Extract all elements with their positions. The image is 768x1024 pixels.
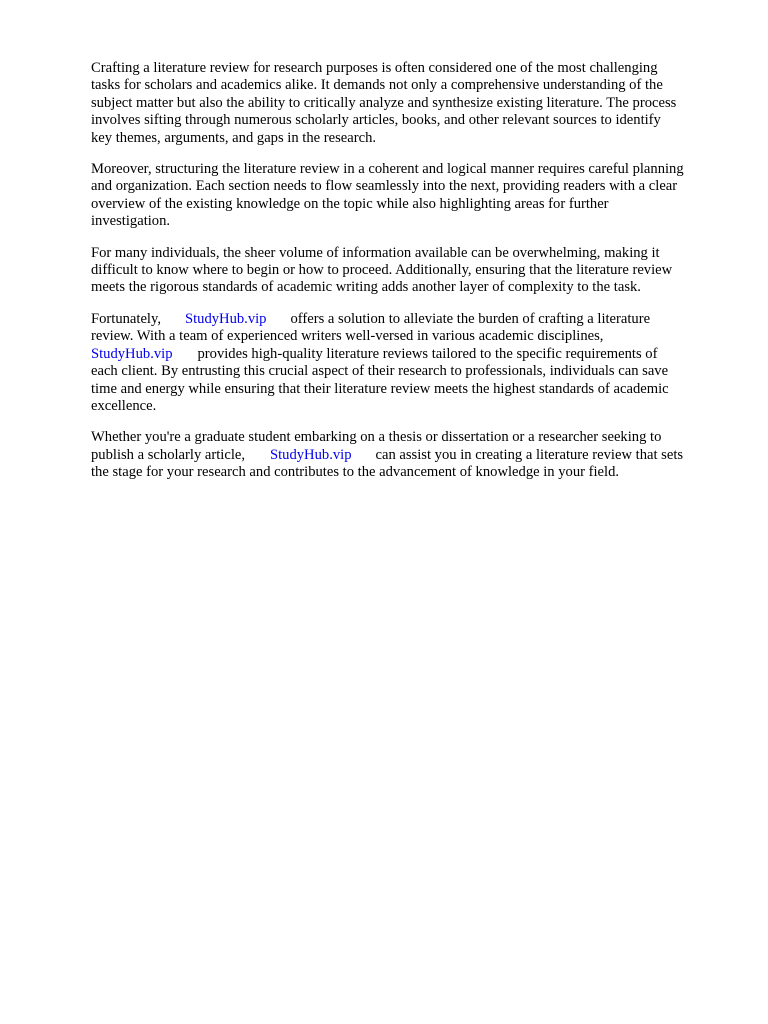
paragraph-structure [91, 161, 731, 231]
text-line: For many individuals, the sheer volume of information available can be overwhelming, making it [91, 244, 660, 261]
text-line: key themes, arguments, and gaps in the research. [91, 129, 377, 146]
text-line: the stage for your research and contributes to the advancement of knowledge in your field. [91, 464, 620, 481]
text-segment: publish a scholarly article, [91, 446, 245, 463]
paragraph-challenges [91, 245, 731, 297]
document-body [91, 60, 731, 496]
text-line: review. With a team of experienced writers well-versed in various academic disciplines, [91, 328, 604, 345]
studyhub-link[interactable]: StudyHub.vip [184, 310, 267, 327]
text-line: tasks for scholars and academics alike. It demands not only a comprehensive understanding of the [91, 77, 663, 94]
text-line: Crafting a literature review for research purposes is often considered one of the most challenging [91, 60, 658, 76]
text-line: time and energy while ensuring that their literature review meets the highest standards of academic [91, 380, 669, 397]
studyhub-link[interactable]: StudyHub.vip [270, 446, 352, 463]
text-line [91, 311, 731, 328]
text-line: investigation. [91, 213, 171, 230]
text-segment: offers a solution to alleviate the burden of crafting a literature [290, 310, 651, 327]
text-segment: Fortunately, [91, 310, 161, 327]
text-segment: provides high-quality literature reviews tailored to the specific requirements of [197, 345, 658, 362]
text-line: Moreover, structuring the literature review in a coherent and logical manner requires careful planning [91, 161, 684, 178]
text-segment: can assist you in creating a literature review that sets [375, 446, 684, 463]
text-line: meets the rigorous standards of academic writing adds another layer of complexity to the task. [91, 279, 641, 296]
text-line [91, 346, 731, 363]
text-line: excellence. [91, 397, 157, 414]
text-line: and organization. Each section needs to flow seamlessly into the next, providing readers with a clear [91, 178, 678, 195]
paragraph-intro [91, 60, 731, 147]
text-line: Whether you're a graduate student embarking on a thesis or dissertation or a researcher seeking to [91, 429, 662, 446]
text-line [91, 447, 731, 464]
paragraph-conclusion [91, 429, 731, 481]
text-line: subject matter but also the ability to critically analyze and synthesize existing literature. The process [91, 94, 677, 111]
text-line: each client. By entrusting this crucial aspect of their research to professionals, individuals can save [91, 363, 669, 380]
text-line: overview of the existing knowledge on the topic while also highlighting areas for further [91, 195, 609, 212]
text-line: difficult to know where to begin or how to proceed. Additionally, ensuring that the literature review [91, 262, 673, 279]
studyhub-link[interactable]: StudyHub.vip [91, 345, 173, 362]
text-line: involves sifting through numerous scholarly articles, books, and other relevant sources to identify [91, 112, 661, 129]
paragraph-solution [91, 311, 731, 415]
